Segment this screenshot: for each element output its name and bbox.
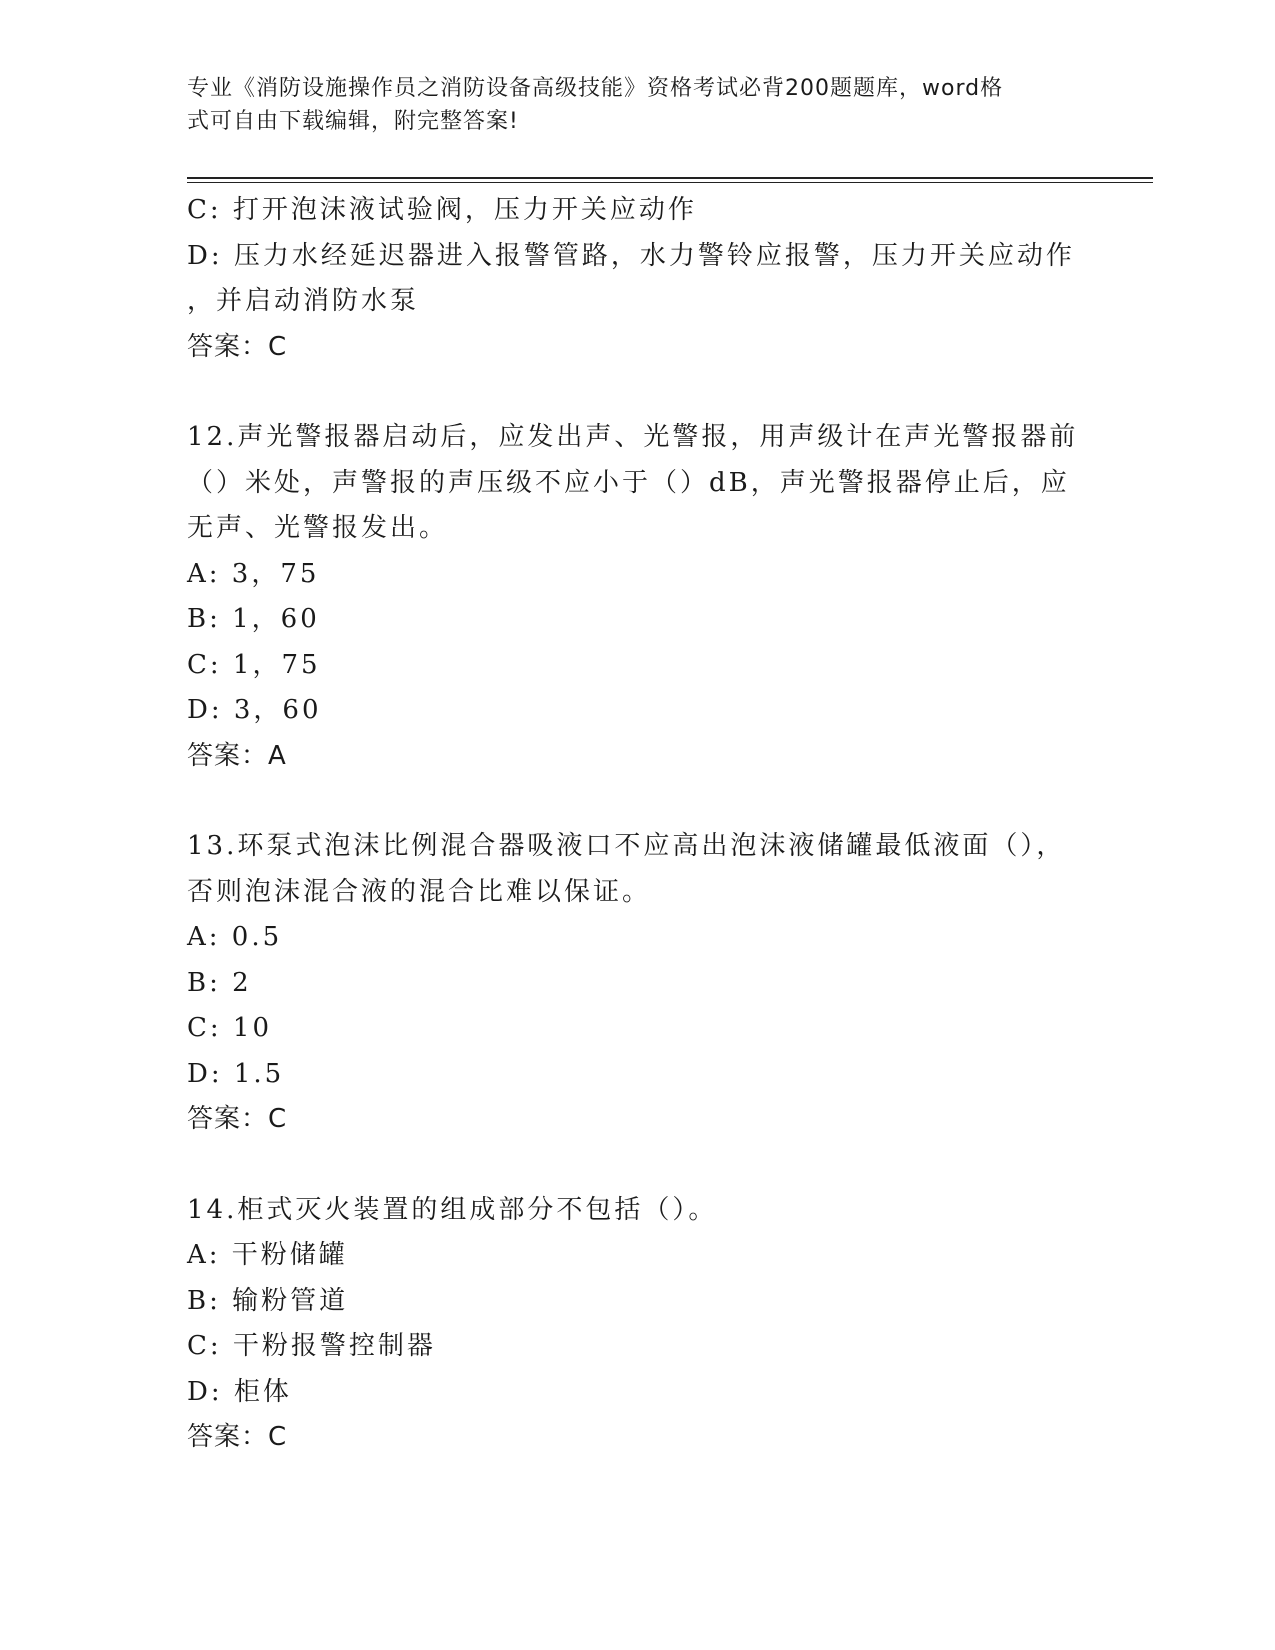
option-c: C: 10 — [187, 1013, 273, 1043]
option-c: C: 干粉报警控制器 — [187, 1331, 436, 1361]
question-stem-line: 无声、光警报发出。 — [187, 513, 449, 543]
option-d: D: 1.5 — [187, 1058, 285, 1089]
prev-question — [187, 188, 1075, 370]
answer-line: 答案：C — [187, 1422, 288, 1452]
option-a: A: 3，75 — [187, 558, 320, 589]
option-c: C: 打开泡沫液试验阀，压力开关应动作 — [187, 195, 697, 225]
answer-line: 答案：C — [187, 1104, 288, 1134]
question-12 — [187, 415, 1079, 779]
question-stem-line: （）米处，声警报的声压级不应小于（）dB，声光警报器停止后，应 — [187, 467, 1070, 498]
question-13 — [187, 824, 1067, 1143]
answer-line: 答案：A — [187, 740, 287, 771]
option-c: C: 1，75 — [187, 649, 321, 680]
question-stem-line: 否则泡沫混合液的混合比难以保证。 — [187, 876, 652, 907]
spacer — [187, 1143, 1067, 1188]
header-rule-thin — [187, 182, 1153, 183]
header-line-2: 式可自由下载编辑，附完整答案! — [187, 109, 519, 134]
spacer — [187, 370, 1067, 415]
question-stem-line: 14.柜式灭火装置的组成部分不包括（）。 — [187, 1194, 718, 1225]
answer-line: 答案：C — [187, 331, 288, 362]
option-a: A: 干粉储罐 — [187, 1240, 348, 1270]
question-stem-line: 12.声光警报器启动后，应发出声、光警报，用声级计在声光警报器前 — [187, 422, 1079, 452]
option-b: B: 输粉管道 — [187, 1285, 349, 1316]
header-rule-thick — [187, 177, 1153, 179]
question-14 — [187, 1188, 1067, 1461]
option-d: D: 柜体 — [187, 1376, 292, 1407]
option-d: D: 3，60 — [187, 695, 322, 725]
option-d: D: 压力水经延迟器进入报警管路，水力警铃应报警，压力开关应动作 — [187, 240, 1075, 271]
header-line-1: 专业《消防设施操作员之消防设备高级技能》资格考试必背200题题库，word格 — [187, 76, 1004, 101]
question-stem-line: 13.环泵式泡沫比例混合器吸液口不应高出泡沫液储罐最低液面（）， — [187, 831, 1066, 861]
option-b: B: 1，60 — [187, 604, 320, 634]
spacer — [187, 779, 1067, 824]
option-b: B: 2 — [187, 967, 252, 998]
option-d-continued: ，并启动消防水泵 — [187, 286, 420, 316]
option-a: A: 0.5 — [187, 922, 283, 952]
question-content — [187, 188, 1079, 1461]
document-header — [187, 72, 1067, 138]
